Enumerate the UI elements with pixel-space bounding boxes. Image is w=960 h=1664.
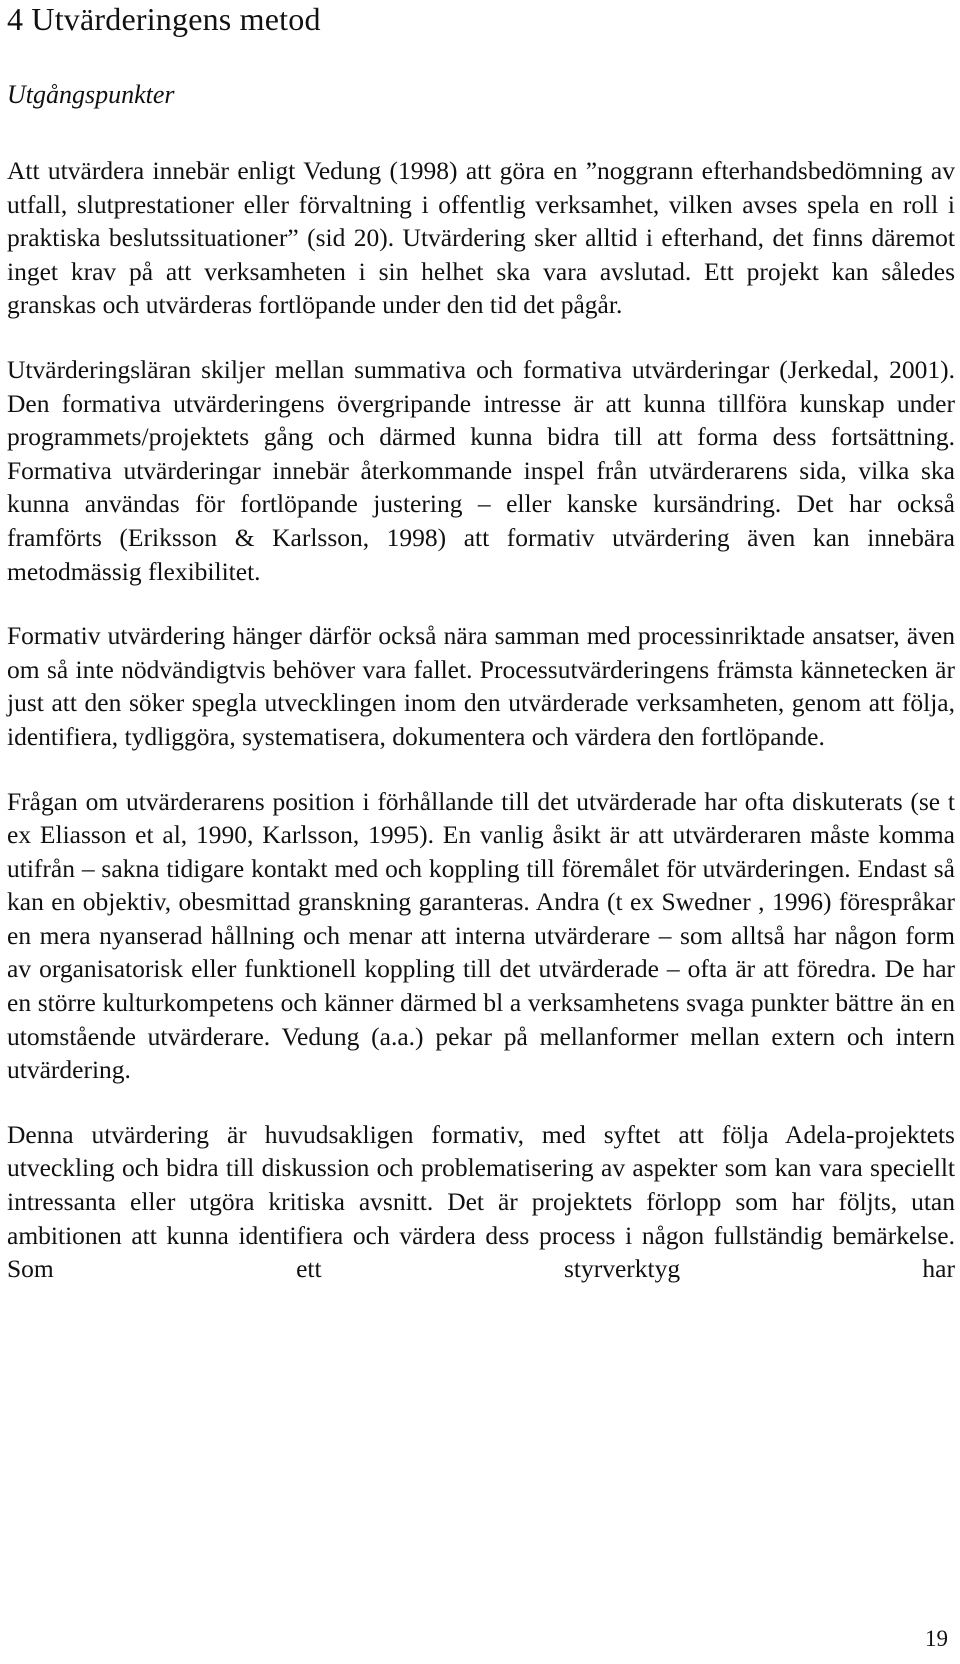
section-heading: Utgångspunkter	[7, 80, 175, 109]
paragraph-1: Att utvärdera innebär enligt Vedung (1998) att göra en ”noggrann efterhandsbedömning av utfall, slutprestationer eller förvaltning i offentlig verksamhet, vilken avses spela en roll i praktiska beslutssituationer” (sid 20). Utvärdering sker alltid i efterhand, det finns däremot inget krav på att verksamheten i sin helhet ska vara avslutad. Ett projekt kan således granskas och utvärderas fortlöpande under den tid det pågår.	[7, 156, 955, 320]
paragraph-5: Denna utvärdering är huvudsakligen formativ, med syftet att följa Adela-projektets utveckling och bidra till diskussion och problematisering av aspekter som kan vara speciellt intressanta eller utgöra kritiska avsnitt. Det är projektets förlopp som har följts, utan ambitionen att kunna identifiera och värdera dess process i någon fullständig bemärkelse. Som ett styrverktyg har	[7, 1119, 955, 1284]
chapter-title: 4 Utvärderingens metod	[7, 1, 321, 37]
page-number: 19	[925, 1626, 948, 1651]
paragraph-4: Frågan om utvärderarens position i förhållande till det utvärderade har ofta diskuterats (se t ex Eliasson et al, 1990, Karlsson, 1995). En vanlig åsikt är att utvärderaren måste komma utifrån – sakna tidigare kontakt med och koppling till föremålet för utvärderingen. Endast så kan en objektiv, obesmittad granskning garanteras. Andra (t ex Swedner , 1996) förespråkar en mera nyanserad hållning och menar att interna utvärderare – som alltså har någon form av organisatorisk eller funktionell koppling till det utvärderade – ofta är att föredra. De har en större kulturkompetens och känner därmed bl a verksamhetens svaga punkter bättre än en utomstående utvärderare. Vedung (a.a.) pekar på mellanformer mellan extern och intern utvärdering.	[7, 786, 955, 1085]
document-page	[7, 0, 955, 1286]
paragraph-3: Formativ utvärdering hänger därför också nära samman med processinriktade ansatser, även om så inte nödvändigtvis behöver vara fallet. Processutvärderingens främsta kännetecken är just att den söker spegla utvecklingen inom den utvärderade verksamheten, genom att följa, identifiera, tydliggöra, systematisera, dokumentera och värdera den fortlöpande.	[7, 621, 955, 751]
paragraph-2: Utvärderingsläran skiljer mellan summativa och formativa utvärderingar (Jerkedal, 2001). Den formativa utvärderingens övergripande intresse är att kunna tillföra kunskap under programmets/projektets gång och därmed kunna bidra till att forma dess fortsättning. Formativa utvärderingar innebär återkommande inspel från utvärderarens sida, vilka ska kunna användas för fortlöpande justering – eller kanske kursändring. Det har också framförts (Eriksson & Karlsson, 1998) att formativ utvärdering även kan innebära metodmässig flexibilitet.	[7, 354, 955, 586]
